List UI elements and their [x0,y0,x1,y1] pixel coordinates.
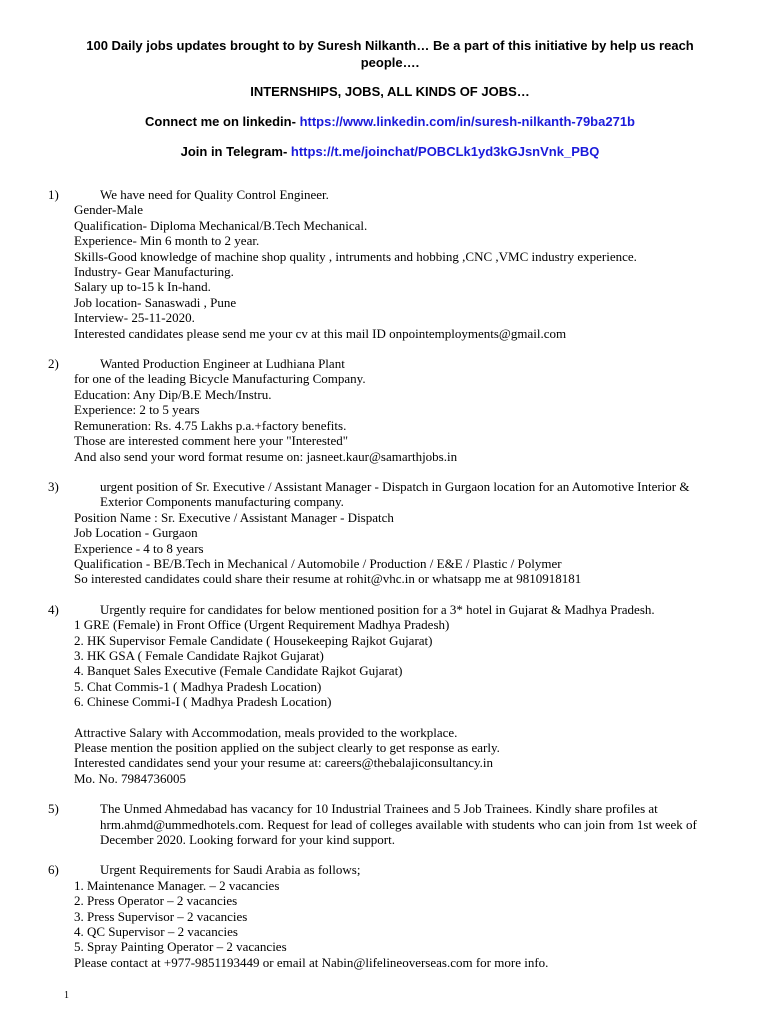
telegram-link[interactable]: https://t.me/joinchat/POBCLk1yd3kGJsnVnk_PBQ [290,144,600,159]
job-detail-line: Experience: 2 to 5 years [74,402,200,418]
job-detail-line: Please contact at +977-9851193449 or email at Nabin@lifelineoverseas.com for more info. [74,954,549,970]
job-title: Wanted Production Engineer at Ludhiana Plant [100,356,345,372]
job-detail-line: Qualification- Diploma Mechanical/B.Tech Mechanical. [74,217,368,233]
job-detail-line: 2. HK Supervisor Female Candidate ( Housekeeping Rajkot Gujarat) [74,632,433,648]
job-number: 6) [48,862,59,878]
job-detail-line: Job Location - Gurgaon [74,525,198,541]
job-title-line [48,356,734,372]
job-detail-line: 2. Press Operator – 2 vacancies [74,893,238,909]
job-detail-line: Skills-Good knowledge of machine shop quality , intruments and hobbing ,CNC ,VMC industry experience. [74,248,637,264]
job-number: 4) [48,601,59,617]
job-detail-line: 1. Maintenance Manager. – 2 vacancies [74,877,280,893]
job-detail-line: Job location- Sanaswadi , Pune [74,294,237,310]
job-section [48,862,734,970]
job-section [48,187,734,341]
job-section [74,725,734,787]
job-section [48,601,734,710]
job-detail-line: Interested candidates send your your resume at: careers@thebalajiconsultancy.in [74,755,494,771]
job-detail-line: 3. HK GSA ( Female Candidate Rajkot Gujarat) [74,647,324,663]
job-detail-line: Experience- Min 6 month to 2 year. [74,233,260,249]
linkedin-line [40,113,740,130]
telegram-label: Join in Telegram- [180,144,288,159]
job-detail-line: 5. Chat Commis-1 ( Madhya Pradesh Location) [74,678,322,694]
job-detail-line: Attractive Salary with Accommodation, meals provided to the workplace. [74,724,458,740]
job-detail-line: 5. Spray Painting Operator – 2 vacancies [74,939,287,955]
job-title: We have need for Quality Control Engineer. [100,187,329,202]
page-number: 1 [64,990,69,1001]
job-title-line [48,801,734,848]
job-detail-line: Remuneration: Rs. 4.75 Lakhs p.a.+factory benefits. [74,417,347,433]
job-detail-line: Mo. No. 7984736005 [74,770,186,786]
job-detail-line: 4. QC Supervisor – 2 vacancies [74,924,238,940]
job-detail-line: 1 GRE (Female) in Front Office (Urgent Requirement Madhya Pradesh) [74,617,450,633]
job-detail-line: Please mention the position applied on the subject clearly to get response as early. [74,740,500,755]
job-detail-line: Interview- 25-11-2020. [74,310,195,326]
job-title: Urgent Requirements for Saudi Arabia as follows; [100,862,361,878]
job-listings [48,187,734,985]
job-detail-line: Gender-Male [74,202,144,218]
header-intro: 100 Daily jobs updates brought to by Suresh Nilkanth… Be a part of this initiative by help us reach people…. [86,38,694,70]
job-title-line [48,478,734,510]
job-detail-line: 3. Press Supervisor – 2 vacancies [74,908,248,924]
job-detail-line: Interested candidates please send me your cv at this mail ID onpointemployments@gmail.com [74,325,567,341]
job-number: 5) [48,801,59,817]
job-detail-line: So interested candidates could share their resume at rohit@vhc.in or whatsapp me at 9810918181 [74,571,582,587]
job-detail-line: Those are interested comment here your "Interested" [74,433,349,449]
linkedin-link[interactable]: https://www.linkedin.com/in/suresh-nilkanth-79ba271b [299,114,635,129]
job-section [48,478,734,587]
job-title: The Unmed Ahmedabad has vacancy for 10 Industrial Trainees and 5 Job Trainees. Kindly share profiles at hrm.ahmd@ummedhotels.com. Request for lead of colleges available with students who can join from 1st week of December 2020. Looking forward for your kind support. [100,801,697,848]
job-detail-line: Qualification - BE/B.Tech in Mechanical / Automobile / Production / E&E / Plastic / Polymer [74,555,562,571]
job-detail-line: Education: Any Dip/B.E Mech/Instru. [74,386,272,402]
job-detail-line: Position Name : Sr. Executive / Assistant Manager - Dispatch [74,509,394,525]
job-title: urgent position of Sr. Executive / Assistant Manager - Dispatch in Gurgaon location for an Automotive Interior & Exterior Components manufacturing company. [100,478,690,510]
telegram-line [40,143,740,160]
job-section [48,801,734,848]
job-title-line [48,601,734,617]
job-number: 1) [48,187,59,202]
job-detail-line: Experience - 4 to 8 years [74,540,204,556]
job-number: 2) [48,356,59,372]
job-title-line [48,187,734,202]
job-detail-line: for one of the leading Bicycle Manufacturing Company. [74,371,366,387]
job-detail-line: And also send your word format resume on: jasneet.kaur@samarthjobs.in [74,448,458,464]
linkedin-label: Connect me on linkedin- [144,114,296,129]
job-detail-line: 6. Chinese Commi-I ( Madhya Pradesh Location) [74,694,332,710]
job-detail-line: Industry- Gear Manufacturing. [74,264,234,280]
job-title-line [48,862,734,878]
job-detail-line: 4. Banquet Sales Executive (Female Candidate Rajkot Gujarat) [74,663,403,679]
header-tagline: INTERNSHIPS, JOBS, ALL KINDS OF JOBS… [250,84,530,99]
job-section [48,356,734,464]
job-detail-line: Salary up to-15 k In-hand. [74,279,211,295]
job-title: Urgently require for candidates for below mentioned position for a 3* hotel in Gujarat & Madhya Pradesh. [100,601,655,617]
job-number: 3) [48,478,59,494]
